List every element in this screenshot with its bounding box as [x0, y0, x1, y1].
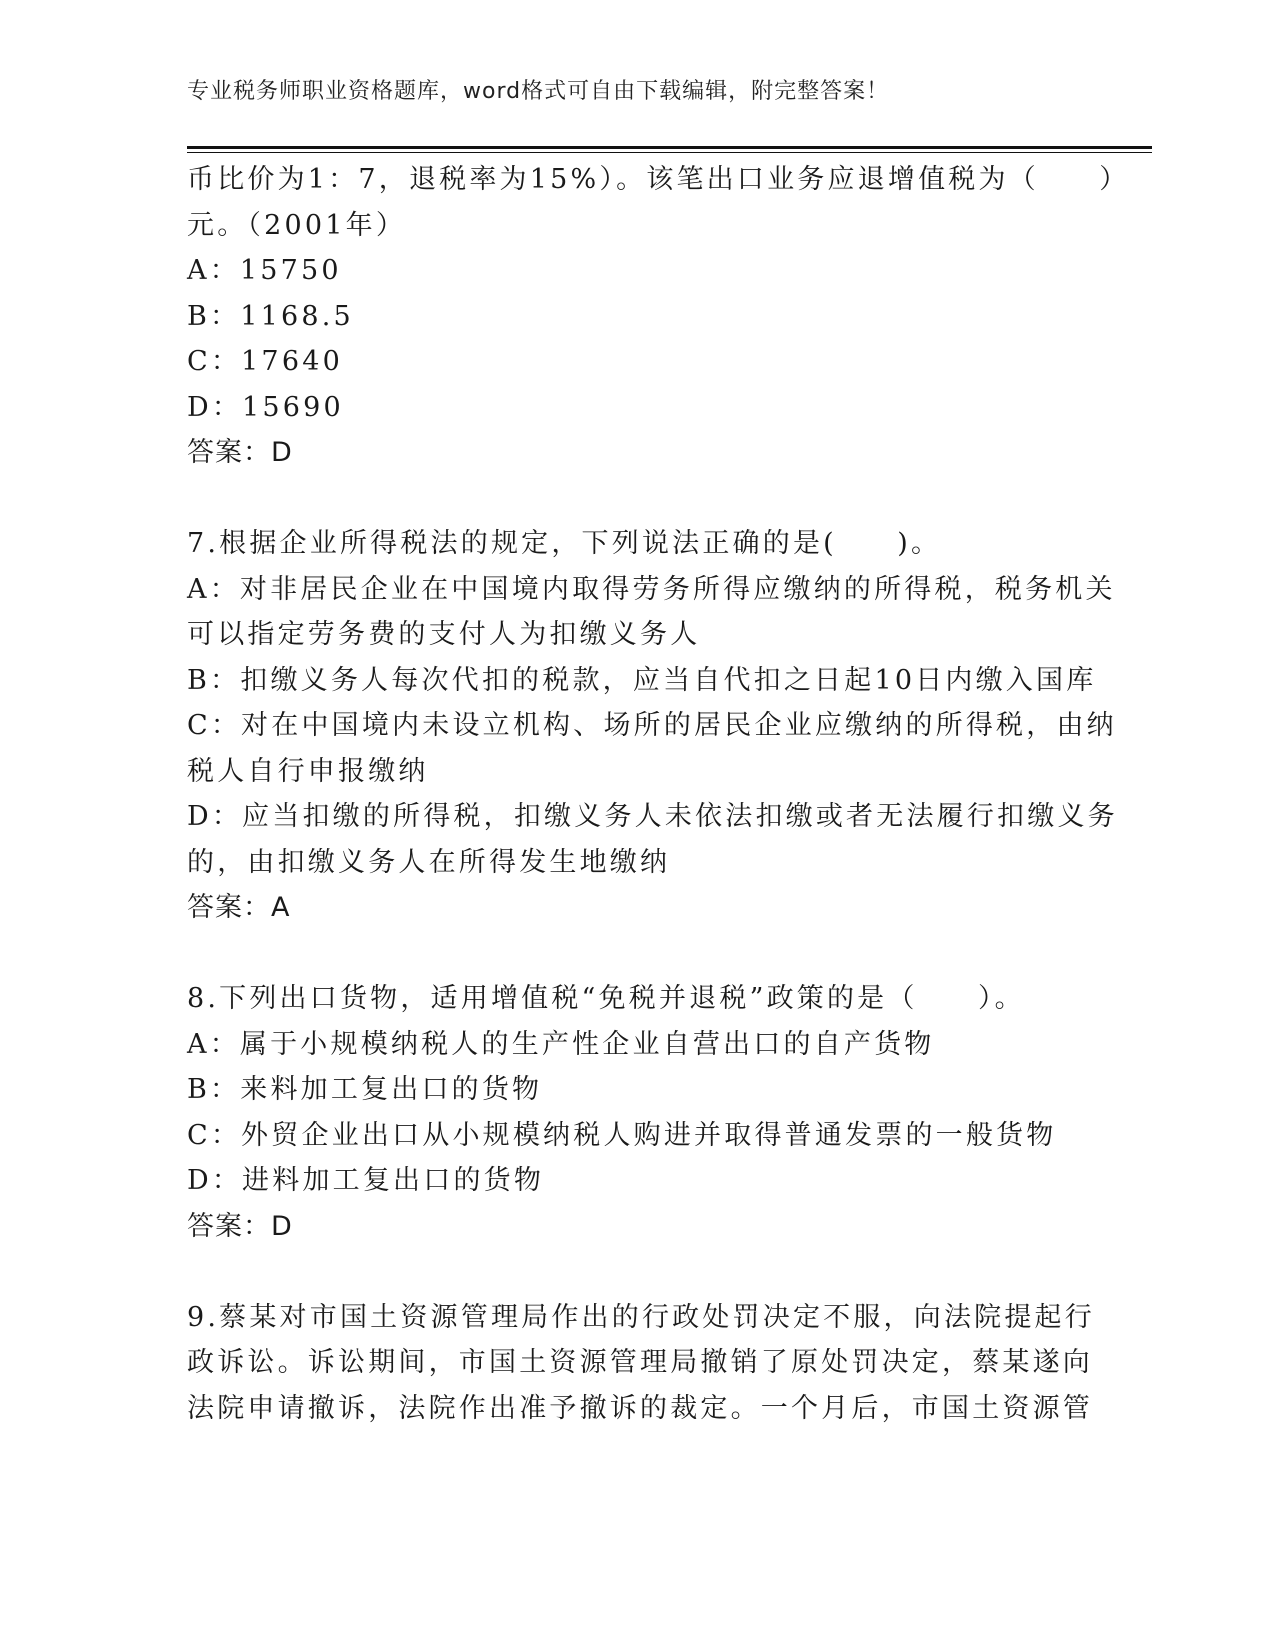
question-6-option-d: D：15690 — [187, 391, 344, 423]
question-content — [187, 157, 1130, 1431]
question-6-answer: 答案：D — [187, 437, 293, 468]
question-9 — [187, 1295, 1095, 1432]
question-8-option-b: B：来料加工复出口的货物 — [187, 1074, 543, 1105]
question-7-option-a-line: 可以指定劳务费的支付人为扣缴义务人 — [187, 619, 701, 650]
spacer — [187, 1249, 1087, 1295]
question-7-option-d-line: D：应当扣缴的所得税，扣缴义务人未依法扣缴或者无法履行扣缴义务 — [187, 801, 1118, 832]
question-8-option-c: C：外贸企业出口从小规模纳税人购进并取得普通发票的一般货物 — [187, 1119, 1057, 1151]
question-8-answer: 答案：D — [187, 1210, 293, 1242]
spacer — [187, 476, 1087, 522]
question-7-answer: 答案：A — [187, 892, 291, 923]
question-7-option-d-line: 的，由扣缴义务人在所得发生地缴纳 — [187, 846, 671, 878]
question-7-option-a-line: A：对非居民企业在中国境内取得劳务所得应缴纳的所得税，税务机关 — [187, 573, 1116, 605]
question-9-stem-line: 政诉讼。诉讼期间，市国土资源管理局撤销了原处罚决定，蔡某遂向 — [187, 1347, 1093, 1378]
header-rule-thick — [187, 146, 1152, 149]
question-7-option-c-line: C：对在中国境内未设立机构、场所的居民企业应缴纳的所得税，由纳 — [187, 710, 1117, 741]
question-8-option-d: D：进料加工复出口的货物 — [187, 1165, 545, 1196]
question-8 — [187, 976, 1087, 1249]
question-9-stem-line: 法院申请撤诉，法院作出准予撤诉的裁定。一个月后，市国土资源管 — [187, 1392, 1093, 1424]
question-6-option-b: B：1168.5 — [187, 300, 354, 332]
spacer — [187, 931, 1087, 977]
page-header: 专业税务师职业资格题库，word格式可自由下载编辑，附完整答案！ — [187, 79, 890, 104]
question-7-option-c-line: 税人自行申报缴纳 — [187, 755, 429, 787]
question-6-option-c: C：17640 — [187, 346, 343, 377]
question-7-option-b-line: B：扣缴义务人每次代扣的税款，应当自代扣之日起10日内缴入国库 — [187, 664, 1097, 696]
question-6-stem-line: 元。（2001年） — [187, 209, 407, 241]
question-6-stem-line: 币比价为1：7，退税率为15%）。该笔出口业务应退增值税为（ ） — [187, 164, 1130, 195]
question-9-stem-line: 9.蔡某对市国土资源管理局作出的行政处罚决定不服，向法院提起行 — [187, 1301, 1095, 1333]
question-6-option-a: A：15750 — [187, 255, 342, 286]
question-6 — [187, 157, 1130, 476]
question-7-stem-line: 7.根据企业所得税法的规定，下列说法正确的是( )。 — [187, 528, 942, 559]
header-rule-thin — [187, 152, 1152, 153]
question-8-option-a: A：属于小规模纳税人的生产性企业自营出口的自产货物 — [187, 1028, 935, 1060]
question-7 — [187, 521, 1118, 931]
question-8-stem-line: 8.下列出口货物，适用增值税“免税并退税”政策的是（ ）。 — [187, 983, 1025, 1014]
